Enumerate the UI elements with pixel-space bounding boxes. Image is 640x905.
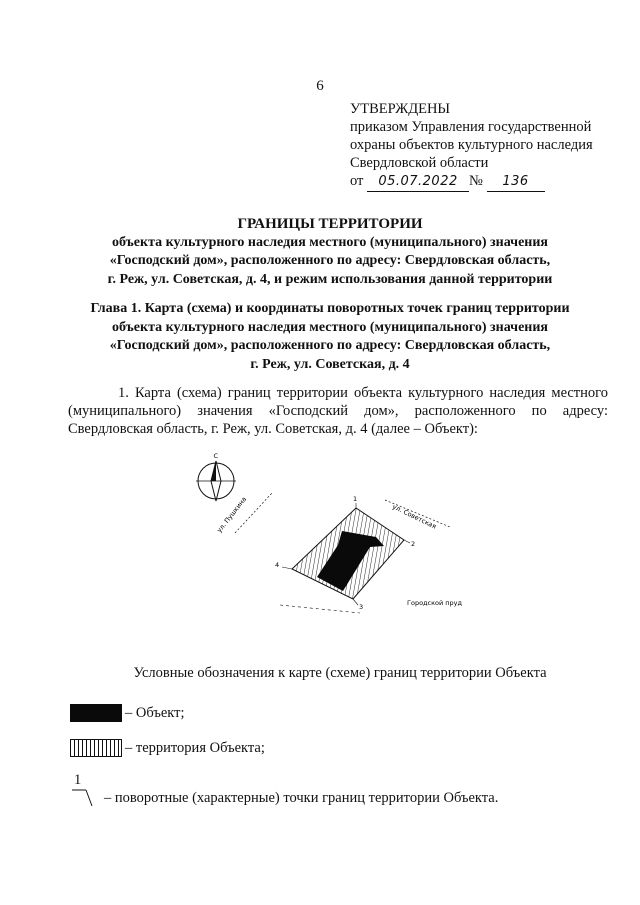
- legend-object-label: – Объект;: [125, 704, 185, 721]
- point-1-label: 1: [353, 495, 358, 503]
- street-sovetskaya-label: ул. Советская: [391, 502, 438, 531]
- paragraph-line-3: Свердловская область, г. Реж, ул. Советская, д. 4 (далее – Объект):: [68, 421, 478, 437]
- title-line-3: г. Реж, ул. Советская, д. 4, и режим использования данной территории: [107, 271, 553, 287]
- approval-date-line: [350, 172, 610, 192]
- number-label: №: [469, 173, 483, 189]
- compass-north-label: С: [213, 452, 219, 460]
- approval-line-1: приказом Управления государственной: [350, 119, 592, 135]
- legend-territory: [70, 739, 265, 757]
- approval-number: 136: [487, 173, 545, 192]
- chapter-line-2: объекта культурного наследия местного (муниципального) значения: [111, 319, 548, 335]
- territory-swatch: [70, 739, 122, 757]
- pond-label: Городской пруд: [407, 599, 463, 607]
- boundary-map: [160, 445, 480, 620]
- legend-turning-points-label: – поворотные (характерные) точки границ территории Объекта.: [104, 790, 499, 806]
- paragraph-1: [68, 384, 608, 438]
- approval-line-2: охраны объектов культурного наследия: [350, 137, 593, 153]
- approval-heading: УТВЕРЖДЕНЫ: [350, 101, 451, 117]
- approval-line-3: Свердловской области: [350, 155, 489, 171]
- title-main: ГРАНИЦЫ ТЕРРИТОРИИ: [237, 216, 423, 232]
- point-3-label: 3: [359, 603, 364, 611]
- document-title: [60, 215, 600, 289]
- point-4-label: 4: [275, 561, 280, 569]
- approval-block: [350, 100, 610, 192]
- chapter-line-4: г. Реж, ул. Советская, д. 4: [250, 356, 410, 372]
- approval-date: 05.07.2022: [367, 173, 469, 192]
- legend-territory-label: – территория Объекта;: [125, 739, 265, 756]
- chapter-line-1: Глава 1. Карта (схема) и координаты поворотных точек границ территории: [90, 301, 570, 316]
- compass-icon: [196, 452, 236, 501]
- chapter-heading: [60, 300, 600, 374]
- title-line-2: «Господский дом», расположенного по адресу: Свердловская область,: [109, 253, 551, 268]
- page-number: 6: [316, 78, 324, 94]
- object-swatch: [70, 704, 122, 722]
- point-2-label: 2: [411, 540, 416, 548]
- paragraph-line-2: (муниципального) значения «Господский дом», расположенного по адресу:: [68, 403, 608, 419]
- paragraph-line-1: 1. Карта (схема) границ территории объекта культурного наследия местного: [118, 385, 608, 401]
- legend-title: Условные обозначения к карте (схеме) границ территории Объекта: [133, 665, 547, 681]
- street-pushkina-label: ул. Пушкина: [215, 495, 249, 535]
- turning-point-icon: [70, 788, 100, 810]
- legend-object: [70, 704, 185, 722]
- from-label: от: [350, 173, 364, 189]
- chapter-line-3: «Господский дом», расположенного по адресу: Свердловская область,: [109, 338, 551, 353]
- legend-point-number: 1: [74, 772, 82, 788]
- title-line-1: объекта культурного наследия местного (муниципального) значения: [111, 234, 548, 250]
